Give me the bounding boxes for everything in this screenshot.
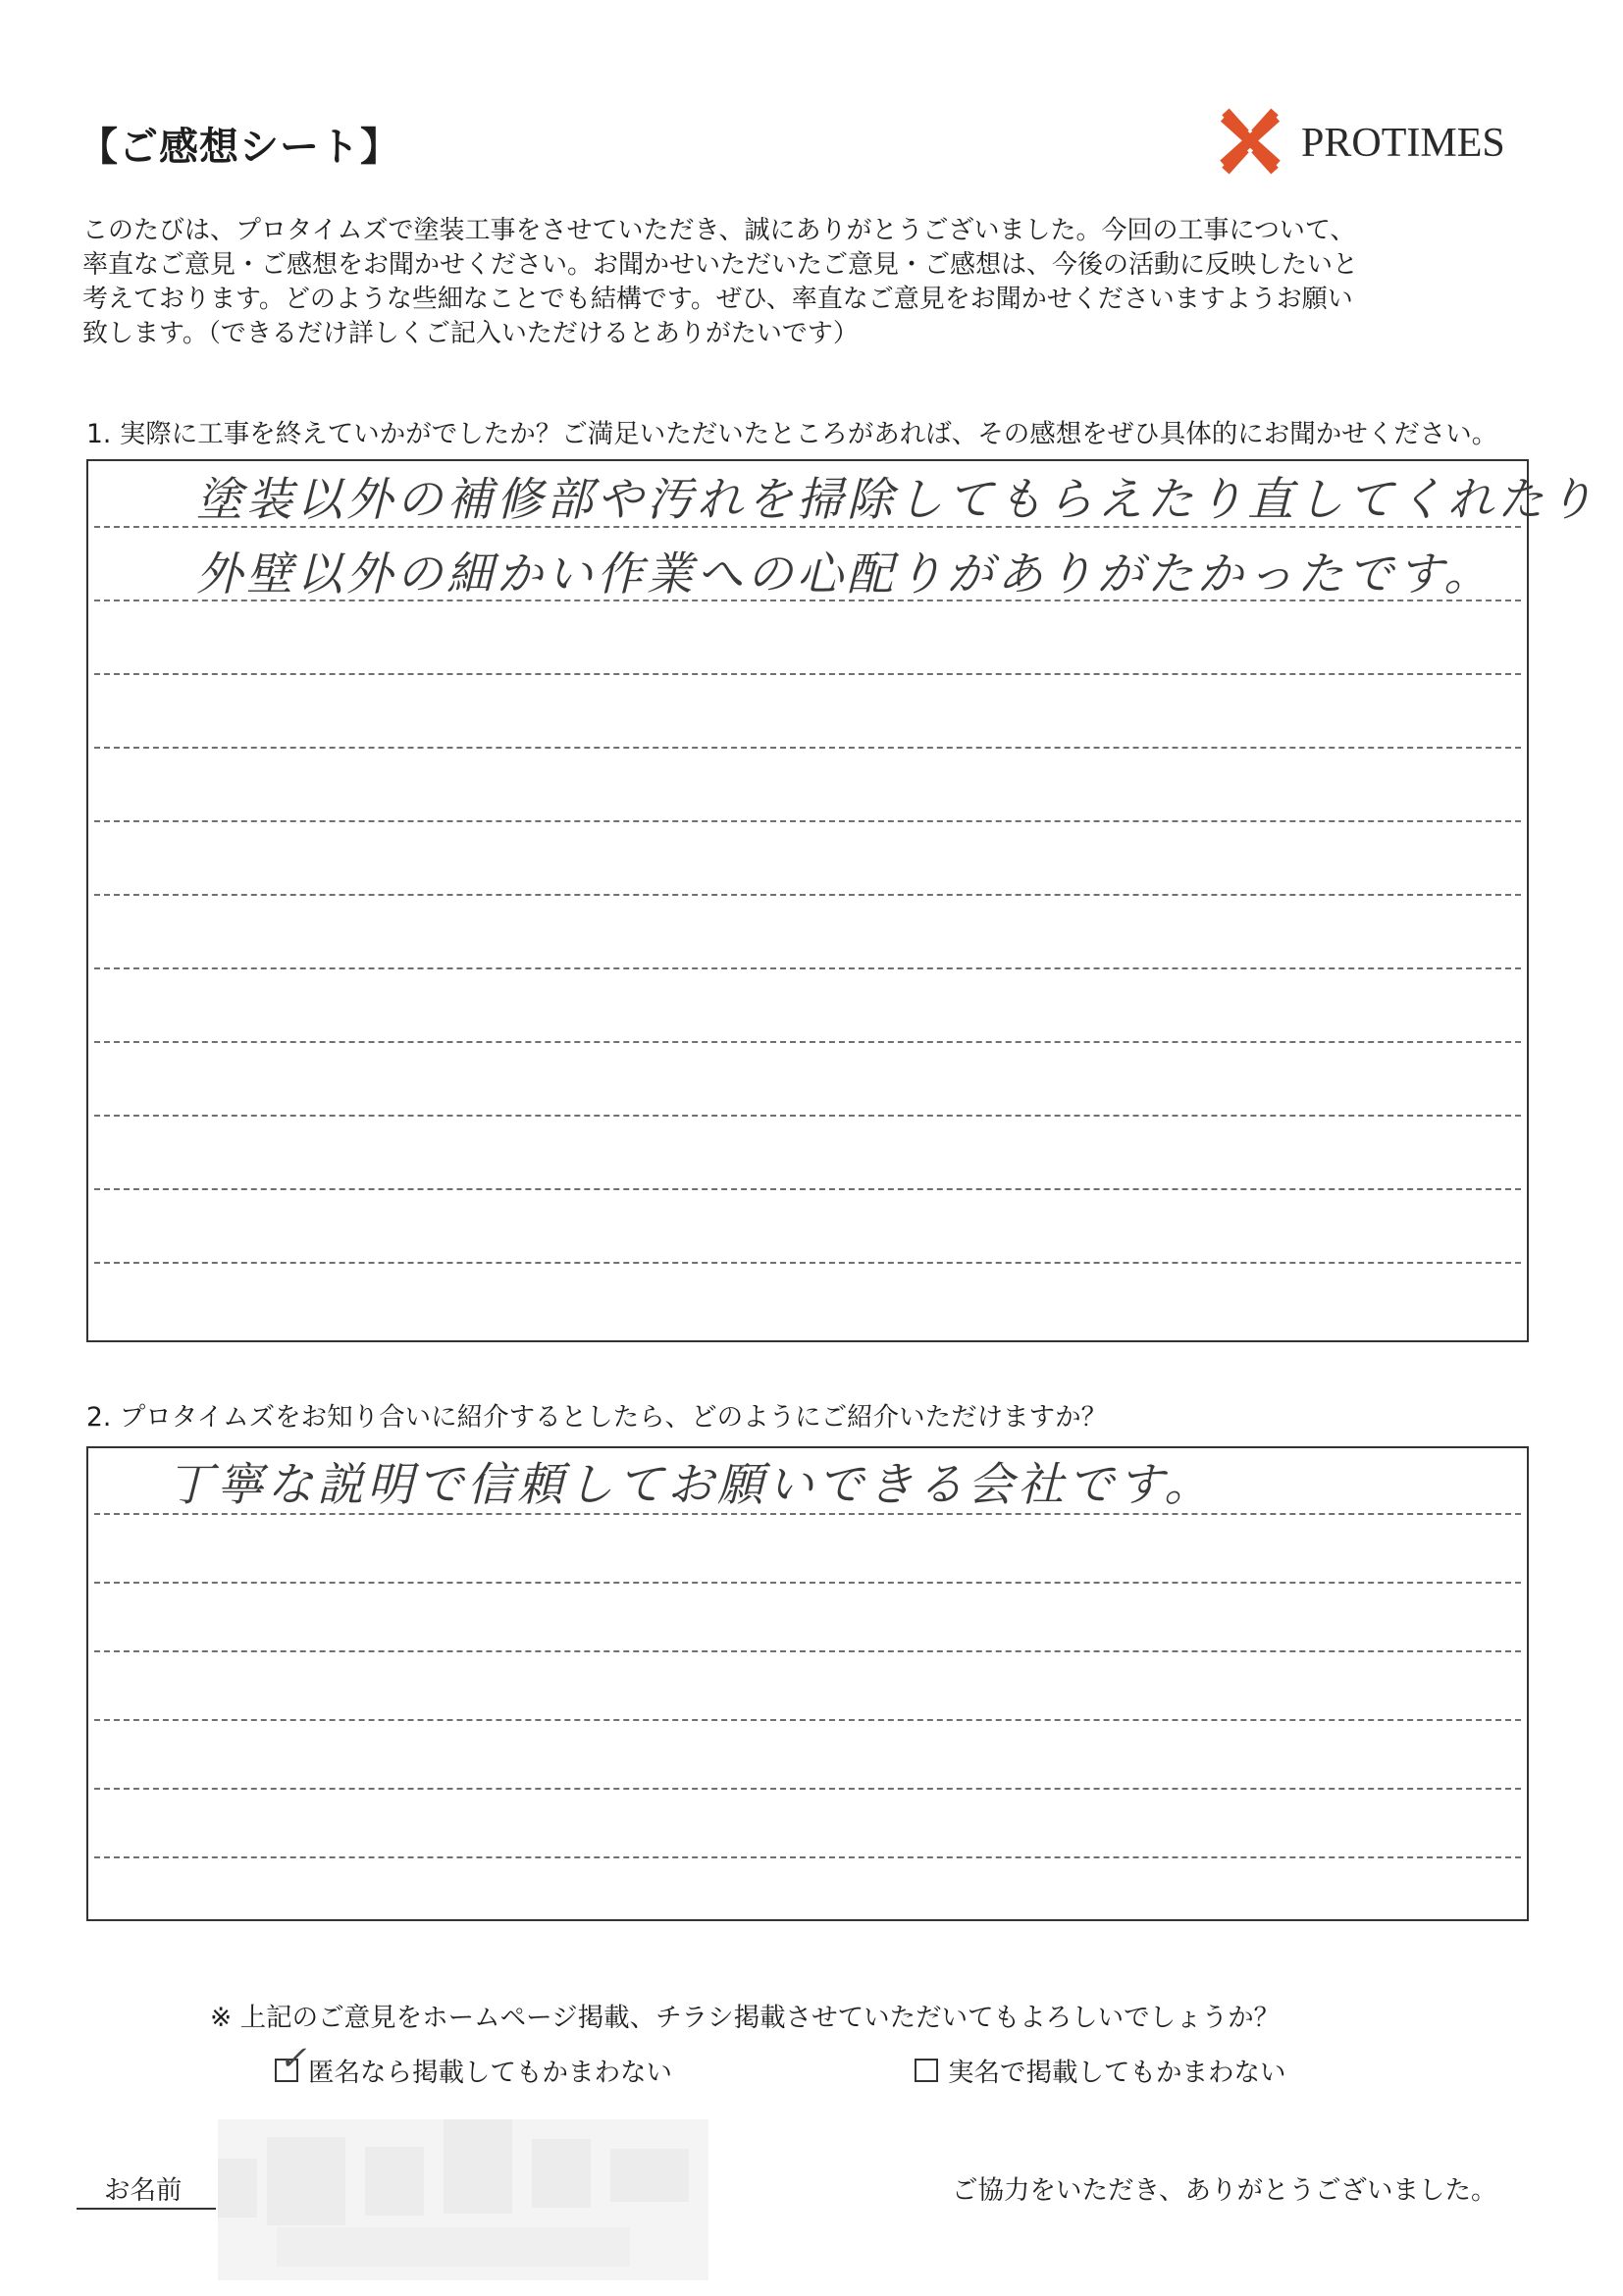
name-underline bbox=[77, 2208, 216, 2210]
option-realname[interactable] bbox=[915, 2051, 1286, 2089]
option-anonymous-label: 匿名なら掲載してもかまわない bbox=[308, 2058, 672, 2088]
anonymous-checkbox[interactable] bbox=[275, 2038, 307, 2082]
name-label: お名前 bbox=[104, 2175, 183, 2206]
option-realname-label: 実名で掲載してもかまわない bbox=[948, 2058, 1286, 2088]
ruled-line bbox=[94, 967, 1521, 969]
ruled-line bbox=[94, 1719, 1521, 1721]
answer-box-2[interactable] bbox=[86, 1446, 1529, 1921]
intro-line: 率直なご意見・ご感想をお聞かせください。お聞かせいただいたご意見・ご感想は、今後の活動に反映したいと bbox=[82, 250, 1359, 280]
intro-line: 致します。（できるだけ詳しくご記入いただけるとありがたいです） bbox=[82, 319, 859, 348]
ruled-line bbox=[94, 673, 1521, 675]
handwritten-answer-2-line-1: 丁寧な説明で信頼してお願いできる会社です。 bbox=[167, 1458, 1215, 1512]
question-2: 2. プロタイムズをお知り合いに紹介するとしたら、どのようにご紹介いただけますか？ bbox=[86, 1402, 1108, 1433]
protimes-logo bbox=[1209, 102, 1533, 181]
permission-question: ※ 上記のご意見をホームページ掲載、チラシ掲載させていただいてもよろしいでしょうか？ bbox=[210, 2003, 1281, 2033]
ruled-line bbox=[94, 894, 1521, 896]
ruled-line bbox=[94, 820, 1521, 822]
ruled-line bbox=[94, 1650, 1521, 1652]
intro-line: このたびは、プロタイムズで塗装工事をさせていただき、誠にありがとうございました。今回の工事について、 bbox=[82, 216, 1356, 245]
answer-box-1[interactable] bbox=[86, 459, 1597, 1342]
intro-line: 考えております。どのような些細なことでも結構です。ぜひ、率直なご意見をお聞かせくださいますようお願い bbox=[82, 285, 1353, 314]
sheet-title: 【ご感想シート】 bbox=[79, 125, 400, 170]
check-mark-icon: ✓ bbox=[279, 2038, 307, 2078]
question-1: 1. 実際に工事を終えていかがでしたか？ご満足いただいたところがあれば、その感想をぜひ具体的にお聞かせください。 bbox=[86, 419, 1498, 449]
redacted-name-field[interactable] bbox=[218, 2119, 728, 2280]
protimes-logo-mark-icon bbox=[1209, 102, 1291, 181]
handwritten-answer-1-line-1: 塗装以外の補修部や汚れを掃除してもらえたり直してくれたり bbox=[196, 473, 1597, 527]
ruled-line bbox=[94, 1041, 1521, 1043]
ruled-line bbox=[94, 1582, 1521, 1584]
realname-checkbox[interactable] bbox=[915, 2059, 938, 2082]
ruled-line bbox=[94, 1788, 1521, 1790]
ruled-line bbox=[94, 1856, 1521, 1858]
intro-text bbox=[82, 214, 1554, 351]
ruled-line bbox=[94, 1115, 1521, 1117]
handwritten-answer-1-line-2: 外壁以外の細かい作業への心配りがありがたかったです。 bbox=[196, 548, 1494, 601]
thanks-message: ご協力をいただき、ありがとうございました。 bbox=[952, 2175, 1497, 2206]
brand-name: PROTIMES bbox=[1301, 121, 1505, 166]
ruled-line bbox=[94, 1262, 1521, 1264]
ruled-line bbox=[94, 747, 1521, 749]
option-anonymous[interactable] bbox=[275, 2038, 672, 2089]
ruled-line bbox=[94, 1188, 1521, 1190]
